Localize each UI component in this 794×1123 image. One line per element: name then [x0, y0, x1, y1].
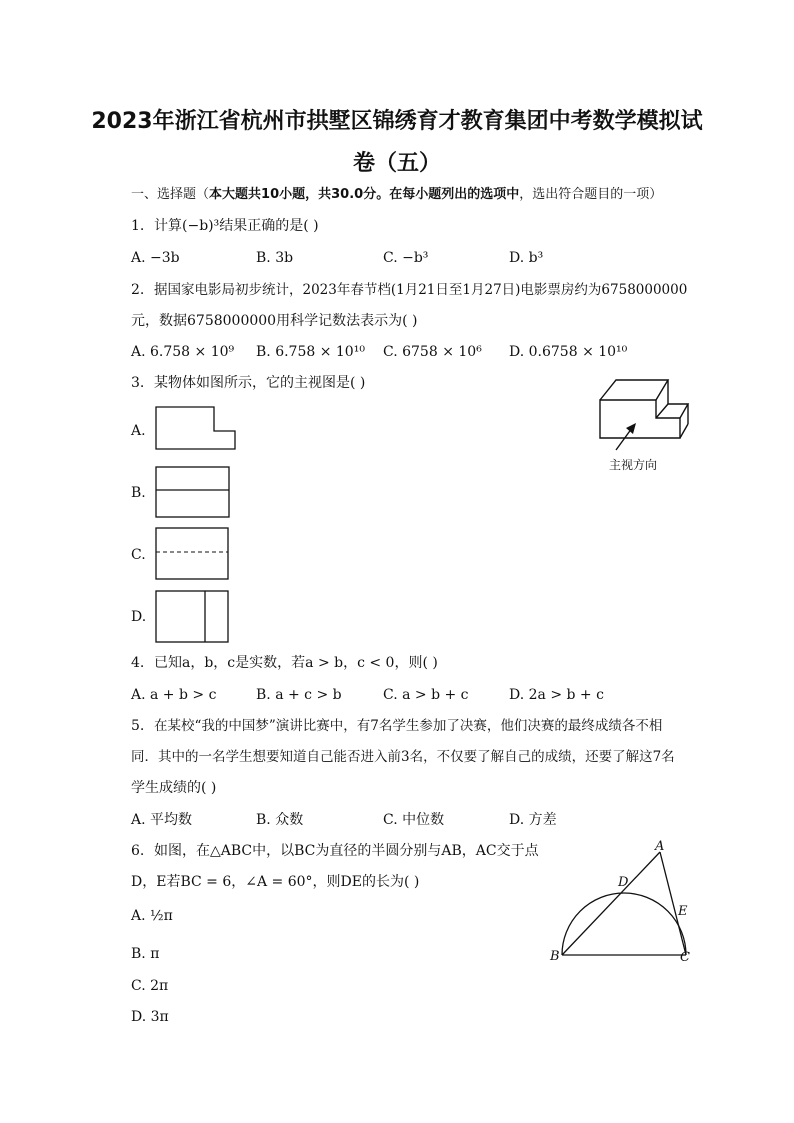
q3-option-d-label: D. [131, 609, 147, 625]
q6-text-line2: D，E若BC = 6，∠A = 60°，则DE的长为( ) [131, 874, 420, 890]
q5-option-b: B. 众数 [256, 812, 304, 828]
q3-option-d-figure [155, 590, 231, 644]
q2-option-a: A. 6.758 × 10⁹ [131, 344, 235, 360]
section-suffix: ，选出符合题目的一项） [519, 187, 663, 202]
q6-number: 6. [131, 843, 145, 859]
q1-option-c: C. −b³ [383, 250, 429, 266]
q6-label-c: C [680, 950, 690, 965]
q6-option-c: C. 2π [131, 978, 169, 994]
q6-text-line1: 如图，在△ABC中，以BC为直径的半圆分别与AB，AC交于点 [154, 843, 539, 859]
q4-text: 已知a，b，c是实数，若a > b，c < 0，则( ) [154, 655, 438, 671]
q5-text-line2: 同．其中的一名学生想要知道自己能否进入前3名，不仅要了解自己的成绩，还要了解这7名 [131, 749, 675, 765]
q3-option-b-label: B. [131, 485, 146, 501]
q6-label-a: A [655, 839, 665, 854]
q2-text-line1: 据国家电影局初步统计，2023年春节档(1月21日至1月27日)电影票房约为6758000000 [154, 282, 688, 298]
q1-option-d: D. b³ [509, 250, 544, 266]
q6-triangle-semicircle-figure [548, 840, 698, 970]
q3-option-c-figure [155, 527, 231, 581]
q6-option-b: B. π [131, 946, 160, 962]
q3-figure-label: 主视方向 [609, 458, 658, 472]
q2-text-line2: 元，数据6758000000用科学记数法表示为( ) [131, 313, 418, 329]
section-header [131, 185, 662, 205]
section-mid1: 小题，共 [279, 187, 332, 202]
section-score: 30.0 [331, 187, 364, 202]
q2-option-c: C. 6758 × 10⁶ [383, 344, 482, 360]
q3-option-b-figure [155, 466, 231, 518]
q1-option-b: B. 3b [256, 250, 294, 266]
section-count: 10 [261, 187, 280, 202]
q3-text: 某物体如图所示，它的主视图是( ) [154, 375, 366, 391]
section-mid2: 分。在每小题列出的选项中 [363, 187, 520, 202]
q6-label-e: E [678, 904, 688, 919]
q4-option-b: B. a + c > b [256, 687, 342, 703]
q3-number: 3. [131, 375, 145, 391]
q3-option-a-figure [155, 406, 237, 450]
q5-option-c: C. 中位数 [383, 812, 445, 828]
q5-number: 5. [131, 718, 145, 734]
q6-option-d: D. 3π [131, 1009, 169, 1025]
q3-option-c-label: C. [131, 547, 146, 563]
q5-option-d: D. 方差 [509, 812, 557, 828]
q1-number: 1. [131, 218, 145, 234]
q2-number: 2. [131, 282, 145, 298]
section-prefix: 一、选择题（ [131, 187, 210, 202]
q4-option-c: C. a > b + c [383, 687, 469, 703]
q6-option-a: A. ½π [131, 908, 173, 924]
q5-text-line1: 在某校“我的中国梦”演讲比赛中，有7名学生参加了决赛，他们决赛的最终成绩各不相 [154, 718, 663, 734]
page-title-line2: 卷（五） [352, 151, 441, 176]
page-title-line1: 2023年浙江省杭州市拱墅区锦绣育才教育集团中考数学模拟试 [91, 109, 703, 134]
q4-option-a: A. a + b > c [131, 687, 217, 703]
q6-label-d: D [618, 875, 629, 890]
q1-text: 计算(−b)³结果正确的是( ) [154, 218, 319, 234]
q5-option-a: A. 平均数 [131, 812, 193, 828]
q1-option-a: A. −3b [131, 250, 180, 266]
section-bold1: 本大题共 [209, 187, 262, 202]
arrow-icon [612, 420, 642, 456]
q2-option-b: B. 6.758 × 10¹⁰ [256, 344, 365, 360]
q2-option-d: D. 0.6758 × 10¹⁰ [509, 344, 628, 360]
q4-number: 4. [131, 655, 145, 671]
q3-option-a-label: A. [131, 423, 146, 439]
q3-solid-figure [596, 376, 696, 446]
q5-text-line3: 学生成绩的( ) [131, 780, 217, 796]
q4-option-d: D. 2a > b + c [509, 687, 604, 703]
q6-label-b: B [550, 949, 560, 964]
